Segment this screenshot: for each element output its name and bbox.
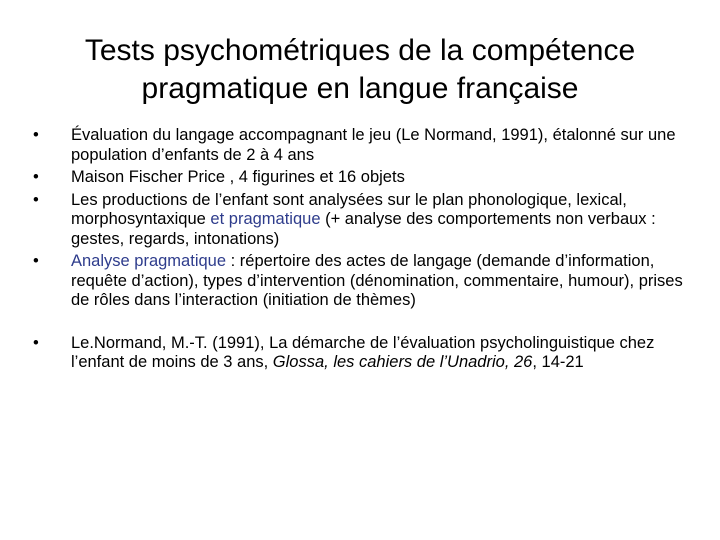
bullet-highlight: et pragmatique xyxy=(210,210,321,228)
bullet-highlight: Analyse pragmatique xyxy=(71,252,227,270)
bullet-item-reference xyxy=(30,334,695,373)
reference-pages: , 14-21 xyxy=(532,353,584,371)
bullet-icon: • xyxy=(33,168,39,186)
bullet-text-continued: : répertoire des actes de langage (demande d’information, requête d’action), types d’intervention (dénomination, commentaire, humour), prises de rôles dans l’interaction (initiation de thèmes) xyxy=(71,252,683,309)
title-line-2: pragmatique en langue française xyxy=(141,72,579,105)
reference-journal: Glossa, les cahiers de l’Unadrio, 26 xyxy=(272,353,533,371)
bullet-icon: • xyxy=(33,333,39,352)
bullet-text: Évaluation du langage accompagnant le jeu (Le Normand, 1991), étalonné sur une population d’enfants de 2 à 4 ans xyxy=(71,126,676,164)
bullet-icon: • xyxy=(33,252,39,270)
bullet-text: Maison Fischer Price , 4 figurines et 16 objets xyxy=(71,168,405,186)
bullet-item-productions xyxy=(30,191,695,250)
reference-text: Le.Normand, M.-T. (1991), La démarche de l’évaluation psycholinguistique chez l’enfant de moins de 3 ans, xyxy=(71,333,655,371)
bullet-icon: • xyxy=(33,126,39,144)
bullet-icon: • xyxy=(33,190,39,209)
title-line-1: Tests psychométriques de la compétence xyxy=(84,34,636,67)
bullet-text-continued: (+ analyse des comportements non verbaux : gestes, regards, intonations) xyxy=(71,210,656,248)
bullet-item-materiel xyxy=(30,168,695,188)
bullet-list xyxy=(30,126,695,376)
slide-title xyxy=(30,32,690,108)
bullet-text: Les productions de l’enfant sont analysées sur le plan phonologique, lexical, morphosyntaxique xyxy=(71,190,627,228)
bullet-item-analyse xyxy=(30,252,695,311)
bullet-item-evaluation xyxy=(30,126,695,165)
